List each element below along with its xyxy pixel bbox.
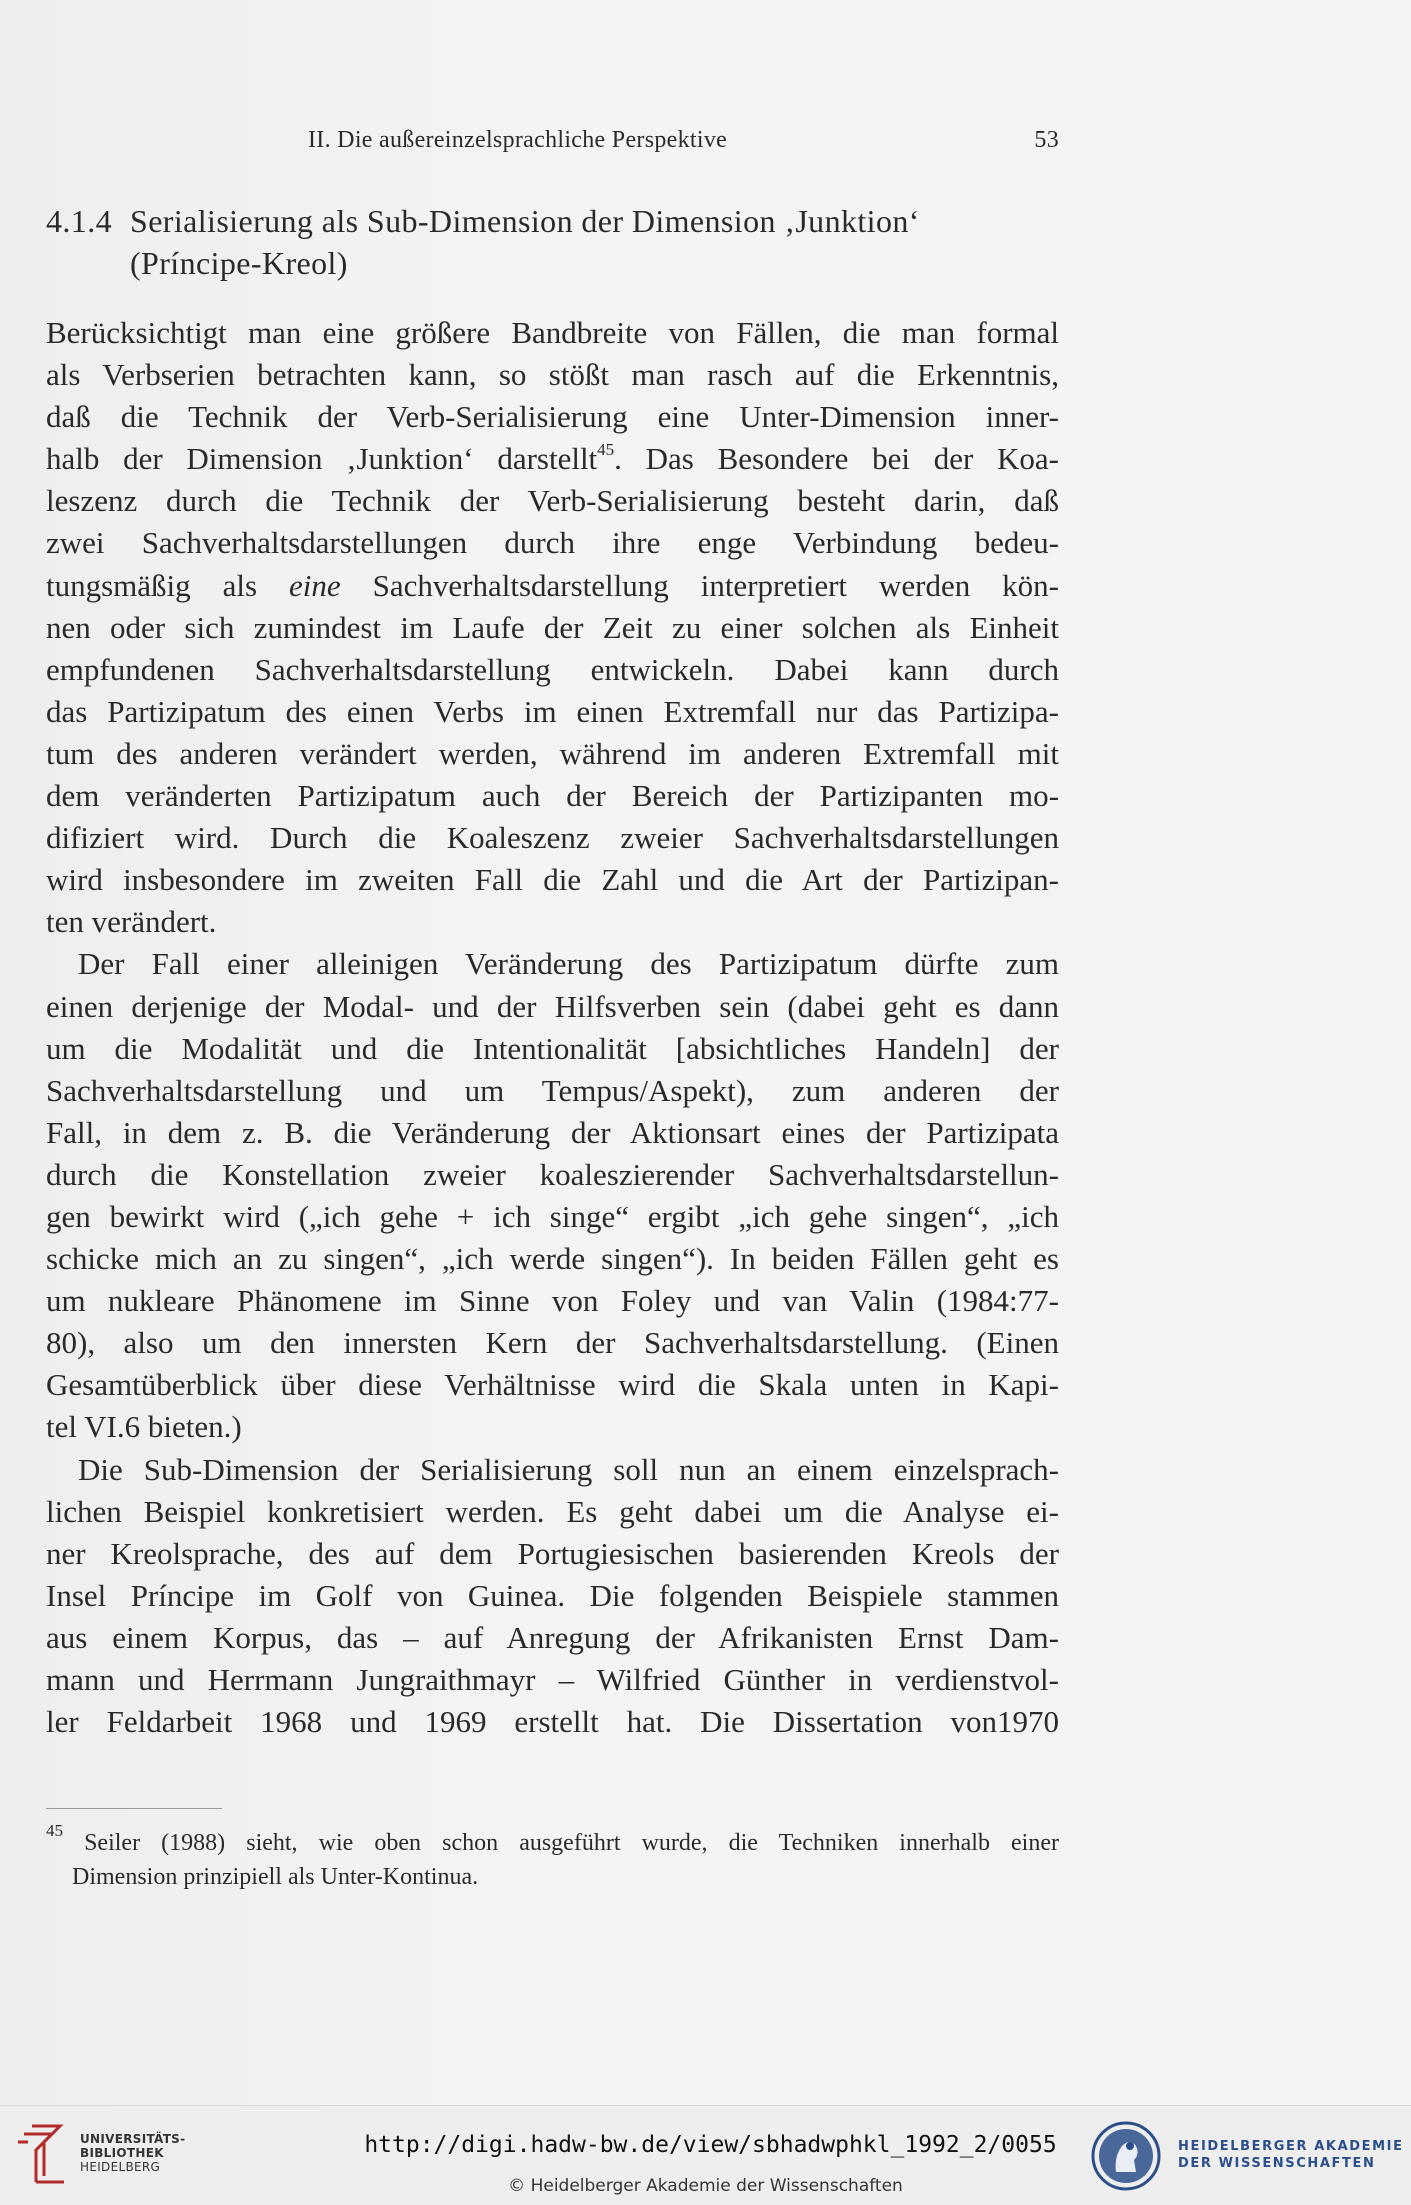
text-line: zwei Sachverhaltsdarstellungen durch ihre enge Verbindung bedeu- — [46, 525, 1059, 561]
text-line: Insel Príncipe im Golf von Guinea. Die folgenden Beispiele stammen — [46, 1577, 1059, 1613]
academy-name — [1178, 2138, 1404, 2172]
text-line: Gesamtüberblick über diese Verhältnisse wird die Skala unten in Kapi- — [46, 1367, 1059, 1403]
academy-name-line: DER WISSENSCHAFTEN — [1178, 2156, 1376, 2171]
text-line: Die Sub-Dimension der Serialisierung soll nun an einem einzelsprach- — [78, 1451, 1059, 1487]
body-text — [46, 312, 1059, 1743]
library-name-line: HEIDELBERG — [80, 2160, 161, 2174]
academy-seal-icon[interactable] — [1090, 2120, 1162, 2192]
text-line: empfundenen Sachverhaltsdarstellung entwickeln. Dabei kann durch — [46, 651, 1059, 687]
viewer-footer — [0, 2105, 1411, 2205]
footnote-reference: 45 — [597, 440, 615, 460]
text-line: leszenz durch die Technik der Verb-Serialisierung besteht darin, daß — [46, 483, 1059, 519]
academy-name-line: HEIDELBERGER AKADEMIE — [1178, 2139, 1404, 2154]
footnote-marker: 45 — [46, 1821, 63, 1840]
text-line: difiziert wird. Durch die Koaleszenz zweier Sachverhaltsdarstellungen — [46, 820, 1059, 856]
text-line — [46, 438, 1059, 480]
text-line: gen bewirkt wird („ich gehe + ich singe“ ergibt „ich gehe singen“, „ich — [46, 1198, 1059, 1234]
footnote-line: Dimension prinzipiell als Unter-Kontinua. — [72, 1864, 479, 1890]
text-line: Sachverhaltsdarstellung und um Tempus/Aspekt), zum anderen der — [46, 1072, 1059, 1108]
text-line: tum des anderen verändert werden, während im anderen Extremfall mit — [46, 735, 1059, 771]
permalink-url[interactable]: http://digi.hadw-bw.de/view/sbhadwphkl_1992_2/0055 — [364, 2132, 1057, 2158]
footnote-line — [46, 1821, 1059, 1860]
text-line: daß die Technik der Verb-Serialisierung eine Unter-Dimension inner- — [46, 399, 1059, 435]
text-line: dem veränderten Partizipatum auch der Bereich der Partizipanten mo- — [46, 778, 1059, 814]
text-segment: . Das Besondere bei der Koa- — [614, 441, 1059, 477]
text-line: das Partizipatum des einen Verbs im einen Extremfall nur das Partizipa- — [46, 693, 1059, 729]
text-line: um die Modalität und die Intentionalität [absichtliches Handeln] der — [46, 1030, 1059, 1066]
text-line — [46, 565, 1059, 607]
footnote-separator — [46, 1808, 222, 1809]
text-line: wird insbesondere im zweiten Fall die Zahl und die Art der Partizipan- — [46, 862, 1059, 898]
text-line: schicke mich an zu singen“, „ich werde singen“). In beiden Fällen geht es — [46, 1241, 1059, 1277]
text-segment: halb der Dimension ‚Junktion‘ darstellt — [46, 441, 598, 477]
text-line: Der Fall einer alleinigen Veränderung des Partizipatum dürfte zum — [78, 946, 1059, 982]
text-line: Berücksichtigt man eine größere Bandbreite von Fällen, die man formal — [46, 315, 1059, 350]
text-segment: tungsmäßig als — [46, 567, 290, 603]
text-line: mann und Herrmann Jungraithmayr – Wilfried Günther in verdienstvol- — [46, 1662, 1059, 1697]
section-subtitle: (Príncipe-Kreol) — [130, 245, 348, 281]
library-name-line: UNIVERSITÄTS- — [80, 2132, 186, 2146]
text-line: 80), also um den innersten Kern der Sachverhaltsdarstellung. (Einen — [46, 1325, 1059, 1361]
text-line: Fall, in dem z. B. die Veränderung der Aktionsart eines der Partizipata — [46, 1114, 1059, 1150]
library-name-line: BIBLIOTHEK — [80, 2146, 164, 2160]
text-line: einen derjenige der Modal- und der Hilfsverben sein (dabei geht es dann — [46, 988, 1059, 1024]
running-head-title: II. Die außereinzelsprachliche Perspektive — [308, 127, 728, 153]
footnote — [46, 1821, 1059, 1894]
text-segment: Seiler (1988) sieht, wie oben schon ausgeführt wurde, die Techniken innerhalb einer — [63, 1830, 1059, 1856]
text-line: aus einem Korpus, das – auf Anregung der Afrikanisten Ernst Dam- — [46, 1619, 1059, 1655]
text-line: nen oder sich zumindest im Laufe der Zeit zu einer solchen als Einheit — [46, 609, 1059, 645]
text-line: ten verändert. — [46, 904, 217, 940]
text-line: tel VI.6 bieten.) — [46, 1409, 242, 1445]
emphasis: eine — [289, 567, 341, 603]
text-line: um nukleare Phänomene im Sinne von Foley und van Valin (1984:77- — [46, 1283, 1059, 1319]
text-segment: Sachverhaltsdarstellung interpretiert werden kön- — [340, 567, 1059, 603]
copyright-notice: © Heidelberger Akademie der Wissenschaften — [508, 2176, 903, 2196]
text-line: durch die Konstellation zweier koaleszierender Sachverhaltsdarstellun- — [46, 1156, 1059, 1192]
text-line: ner Kreolsprache, des auf dem Portugiesischen basierenden Kreols der — [46, 1535, 1059, 1571]
text-line: ler Feldarbeit 1968 und 1969 erstellt hat. Die Dissertation von1970 — [46, 1704, 1059, 1740]
text-line: als Verbserien betrachten kann, so stößt man rasch auf die Erkenntnis, — [46, 357, 1059, 393]
running-head — [0, 127, 1411, 159]
section-title: Serialisierung als Sub-Dimension der Dimension ‚Junktion‘ — [130, 203, 920, 239]
section-number: 4.1.4 — [46, 203, 112, 239]
page-number: 53 — [1034, 127, 1059, 153]
text-line: lichen Beispiel konkretisiert werden. Es geht dabei um die Analyse ei- — [46, 1493, 1059, 1529]
